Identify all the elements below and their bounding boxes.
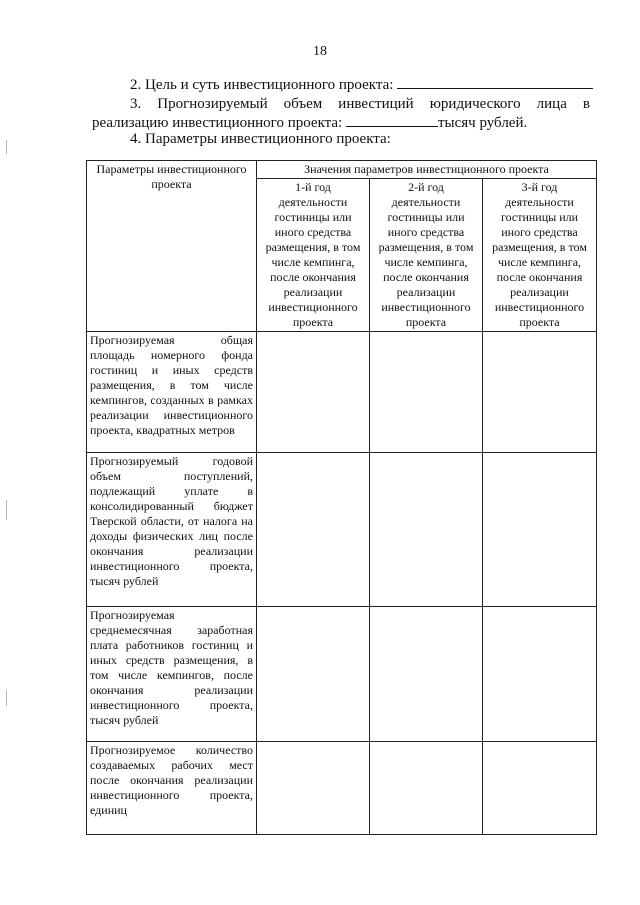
scan-margin-mark — [6, 500, 7, 520]
table-row — [87, 742, 597, 835]
section-4-title: 4. Параметры инвестиционного проекта: — [130, 131, 391, 147]
row-label-jobs-created: Прогнозируемое количество создаваемых рабочих мест после окончания реализации инвестиционного проекта, единиц — [87, 742, 257, 835]
section-3-word: юридического — [429, 96, 521, 112]
value-cell-year-2[interactable] — [370, 742, 483, 835]
section-2-label: 2. Цель и суть инвестиционного проекта: — [130, 77, 394, 93]
section-3-word: 3. — [130, 96, 142, 112]
year-3-header: 3-й год деятельности гостиницы или иного средства размещения, в том числе кемпинга, после окончания реализации инвестиционного проекта — [483, 179, 597, 332]
value-cell-year-2[interactable] — [370, 453, 483, 607]
value-cell-year-3[interactable] — [483, 332, 597, 453]
value-cell-year-3[interactable] — [483, 453, 597, 607]
param-column-header: Параметры инвестиционного проекта — [87, 161, 257, 332]
value-cell-year-2[interactable] — [370, 607, 483, 742]
row-label-tax-revenue: Прогнозируемый годовой объем поступлений, подлежащий уплате в консолидированный бюджет Тверской области, от налога на доходы физических лиц после окончания реализации инвестиционного проекта, тысяч рублей — [87, 453, 257, 607]
values-column-header: Значения параметров инвестиционного проекта — [257, 161, 597, 179]
value-cell-year-1[interactable] — [257, 332, 370, 453]
section-2-goal — [130, 74, 593, 94]
page-number: 18 — [313, 44, 327, 59]
row-label-average-salary: Прогнозируемая среднемесячная заработная плата работников гостиниц и иных средств размещения, в том числе кемпингов, после окончания реализации инвестиционного проекта, тысяч рублей — [87, 607, 257, 742]
section-3-word: инвестиций — [338, 96, 414, 112]
value-cell-year-3[interactable] — [483, 742, 597, 835]
table-row — [87, 607, 597, 742]
value-cell-year-1[interactable] — [257, 453, 370, 607]
goal-blank-field[interactable] — [397, 74, 593, 89]
year-2-header: 2-й год деятельности гостиницы или иного средства размещения, в том числе кемпинга, после окончания реализации инвестиционного проекта — [370, 179, 483, 332]
section-3-line-1 — [130, 95, 590, 113]
parameters-table — [86, 160, 597, 835]
value-cell-year-2[interactable] — [370, 332, 483, 453]
section-3-word: в — [582, 96, 590, 112]
scan-margin-mark — [6, 690, 7, 706]
section-3-prefix: реализацию инвестиционного проекта: — [92, 115, 343, 131]
value-cell-year-1[interactable] — [257, 742, 370, 835]
scan-margin-mark — [6, 140, 7, 154]
row-label-room-area: Прогнозируемая общая площадь номерного фонда гостиниц и иных средств размещения, в том числе кемпингов, созданных в рамках реализации инвестиционного проекта, квадратных метров — [87, 332, 257, 453]
section-3-word: Прогнозируемый — [157, 96, 268, 112]
year-1-header: 1-й год деятельности гостиницы или иного средства размещения, в том числе кемпинга, после окончания реализации инвестиционного проекта — [257, 179, 370, 332]
section-3-word: объем — [283, 96, 323, 112]
table-row — [87, 332, 597, 453]
section-3-word: лица — [536, 96, 567, 112]
table-row — [87, 453, 597, 607]
value-cell-year-1[interactable] — [257, 607, 370, 742]
investment-amount-blank-field[interactable] — [346, 112, 438, 127]
value-cell-year-3[interactable] — [483, 607, 597, 742]
section-3-suffix: тысяч рублей. — [437, 115, 528, 131]
section-3-line-2 — [92, 112, 527, 132]
